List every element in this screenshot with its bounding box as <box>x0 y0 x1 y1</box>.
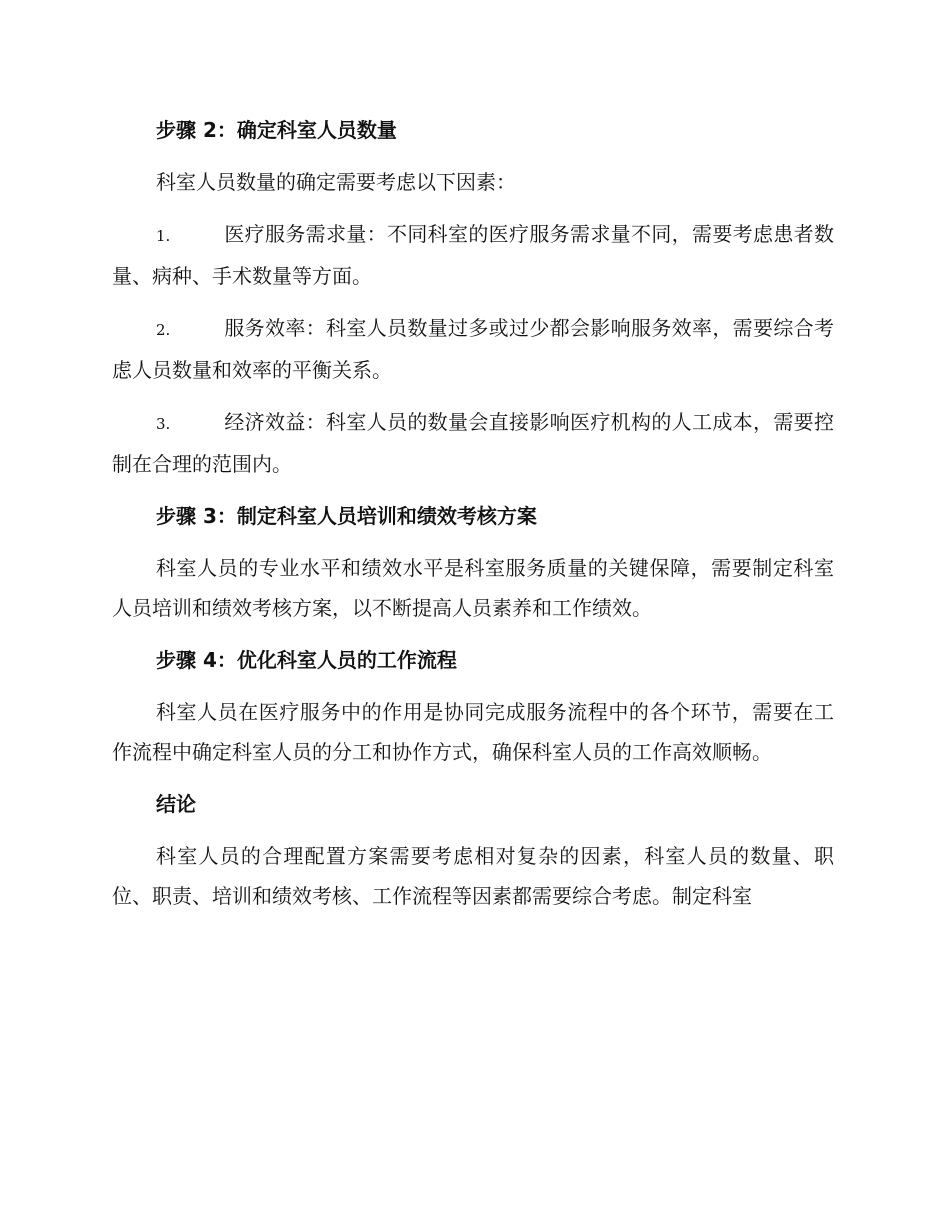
list-number: 3. <box>156 415 171 433</box>
list-number: 1. <box>156 227 171 245</box>
step4-body: 科室人员在医疗服务中的作用是协同完成服务流程中的各个环节，需要在工作流程中确定科室人员的分工和协作方式，确保科室人员的工作高效顺畅。 <box>112 700 834 764</box>
step2-intro: 科室人员数量的确定需要考虑以下因素： <box>156 170 516 194</box>
document-page <box>112 110 834 928</box>
conclusion-heading: 结论 <box>156 792 196 816</box>
list-item <box>112 214 834 296</box>
list-item <box>112 402 834 484</box>
step3-heading: 步骤 3：制定科室人员培训和绩效考核方案 <box>156 504 537 528</box>
step2-heading: 步骤 2：确定科室人员数量 <box>156 118 397 142</box>
step4-heading: 步骤 4：优化科室人员的工作流程 <box>156 648 457 672</box>
list-number: 2. <box>156 321 171 339</box>
step3-body: 科室人员的专业水平和绩效水平是科室服务质量的关键保障，需要制定科室人员培训和绩效考核方案，以不断提高人员素养和工作绩效。 <box>112 556 834 620</box>
list-item <box>112 308 834 390</box>
list-text: 服务效率：科室人员数量过多或过少都会影响服务效率，需要综合考虑人员数量和效率的平衡关系。 <box>112 316 834 382</box>
list-text: 医疗服务需求量：不同科室的医疗服务需求量不同，需要考虑患者数量、病种、手术数量等方面。 <box>112 222 834 288</box>
conclusion-body: 科室人员的合理配置方案需要考虑相对复杂的因素，科室人员的数量、职位、职责、培训和绩效考核、工作流程等因素都需要综合考虑。制定科室 <box>112 844 834 908</box>
list-text: 经济效益：科室人员的数量会直接影响医疗机构的人工成本，需要控制在合理的范围内。 <box>112 410 834 476</box>
